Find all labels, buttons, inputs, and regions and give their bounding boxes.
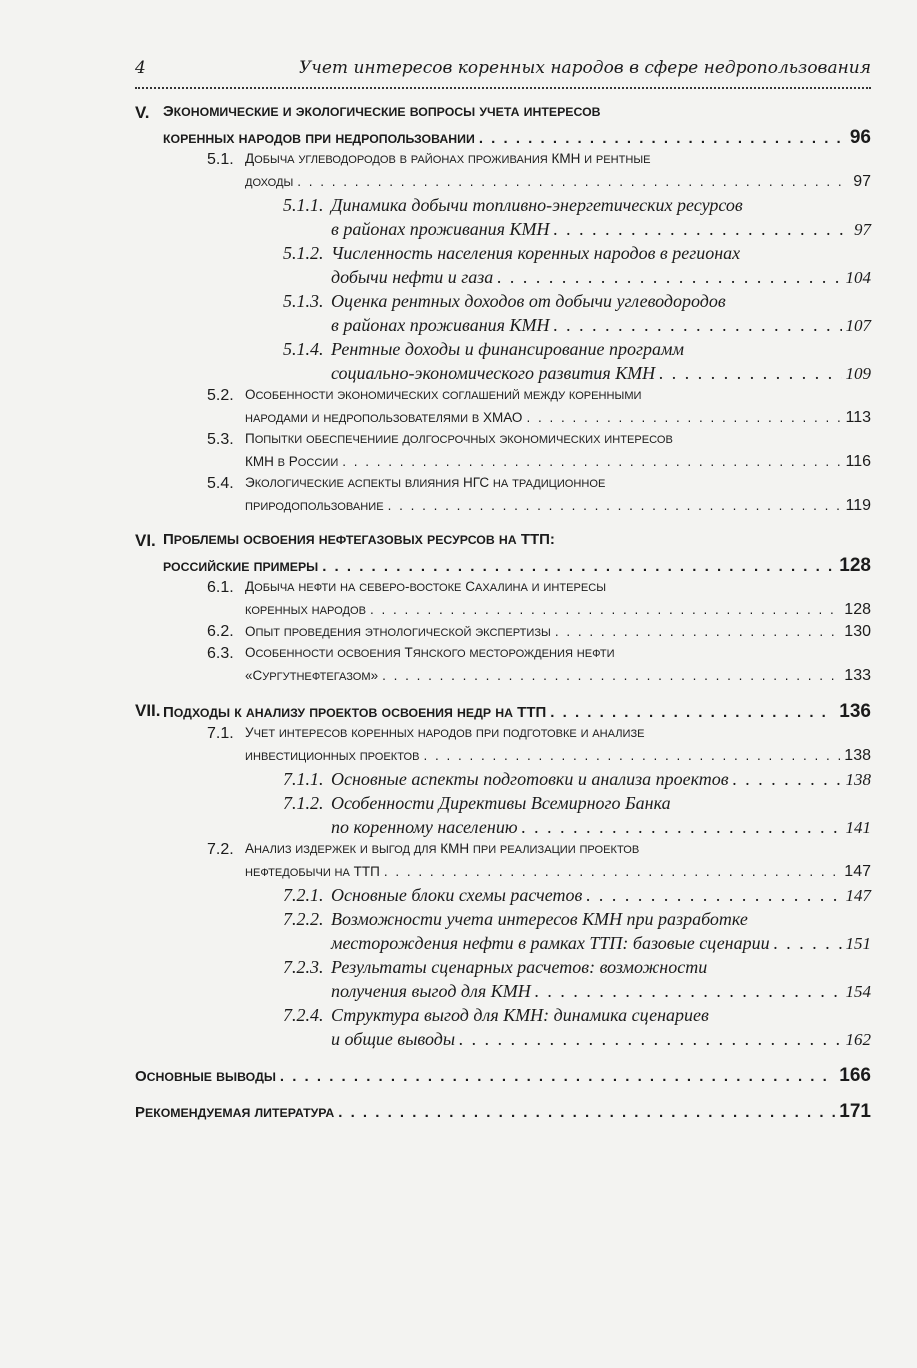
toc-entry-title: добычи нефти и газа [331,267,494,287]
toc-page-number: 128 [844,601,871,618]
toc-entry-line [245,453,871,475]
toc-entry-line [331,267,871,291]
toc-page-number: 138 [845,770,871,789]
toc-entry-line [331,933,871,957]
toc-entry-title: Основные аспекты подготовки и анализа проектов [331,769,729,789]
dot-leader [555,624,840,639]
toc-entry-number: 5.3. [207,431,234,448]
dot-leader [297,174,849,189]
toc-entry-title: ИНВЕСТИЦИОННЫХ ПРОЕКТОВ [245,751,420,763]
dot-leader [659,363,841,384]
toc-entry-line [331,363,871,387]
toc-entry-line [245,841,871,863]
toc-entry-title: в районах проживания КМН [331,219,550,239]
toc-entry-body [331,291,871,339]
toc-entry-title: Динамика добычи топливно-энергетических ресурсов [331,195,743,215]
table-of-contents [135,103,871,1125]
toc-entry-number: 7.1. [207,725,234,742]
toc-entry-number: 5.4. [207,475,234,492]
dot-leader [586,885,841,906]
toc-page-number: 109 [845,364,871,383]
toc-entry-chapter[interactable] [135,1101,871,1125]
dot-leader [280,1068,835,1085]
dot-leader [370,602,840,617]
page-number: 4 [135,58,146,78]
toc-entry-body [245,579,871,623]
toc-page-number: 162 [845,1030,871,1049]
toc-entry-body [331,957,871,1005]
toc-entry-body [245,151,871,195]
toc-entry-number: 5.1.1. [283,195,324,215]
toc-entry-line [245,497,871,519]
toc-entry-line [331,219,871,243]
toc-entry-body [245,623,871,645]
toc-page-number: 107 [845,316,871,335]
dot-leader [526,410,841,425]
dot-leader [497,267,841,288]
toc-entry-line [245,409,871,431]
toc-entry-sub[interactable] [135,793,871,841]
toc-entry-line [245,667,871,689]
toc-entry-title: и общие выводы [331,1029,456,1049]
toc-entry-line [331,1029,871,1053]
toc-entry-section[interactable] [135,645,871,689]
toc-page-number: 119 [845,497,871,514]
toc-entry-body [163,531,871,579]
toc-entry-number: 5.1. [207,151,234,168]
toc-entry-body [245,475,871,519]
toc-page-number: 116 [845,453,871,470]
toc-entry-line [245,645,871,667]
toc-entry-title: Особенности Директивы Всемирного Банка [331,793,671,813]
dot-leader [384,864,840,879]
toc-entry-title: НЕФТЕДОБЫЧИ НА ТТП [245,864,380,879]
toc-entry-number: 5.1.2. [283,243,324,263]
running-header [135,58,871,84]
toc-entry-line [245,747,871,769]
toc-entry-title: по коренному населению [331,817,518,837]
toc-page-number: 154 [845,982,871,1001]
toc-entry-chapter[interactable] [135,1065,871,1089]
toc-entry-title: ПРОБЛЕМЫ ОСВОЕНИЯ НЕФТЕГАЗОВЫХ РЕСУРСОВ НА ТТП: [163,531,555,548]
toc-entry-title: ОСОБЕННОСТИ ОСВОЕНИЯ ТЯНСКОГО МЕСТОРОЖДЕНИЯ НЕФТИ [245,645,615,660]
toc-entry-sub[interactable] [135,1005,871,1053]
toc-entry-line [245,601,871,623]
toc-entry-title: Оценка рентных доходов от добычи углеводородов [331,291,726,311]
toc-entry-line [331,291,871,315]
header-divider [135,87,871,89]
toc-entry-line [331,1005,871,1029]
toc-entry-line [331,885,871,909]
toc-entry-title: РЕКОМЕНДУЕМАЯ ЛИТЕРАТУРА [135,1104,335,1121]
toc-entry-body [331,243,871,291]
toc-page-number: 136 [839,701,871,722]
toc-page-number: 97 [854,220,871,239]
toc-entry-title: ПРИРОДОПОЛЬЗОВАНИЕ [245,501,384,513]
toc-page-number: 97 [853,173,871,190]
toc-entry-number: VII. [135,701,161,720]
toc-entry-sub[interactable] [135,885,871,909]
toc-entry-title: КОРЕННЫХ НАРОДОВ [245,605,366,617]
toc-entry-line [331,817,871,841]
dot-leader [342,454,841,469]
toc-entry-line [245,151,871,173]
toc-entry-body [135,1065,871,1089]
toc-entry-number: 7.1.1. [283,769,324,789]
toc-entry-section[interactable] [135,725,871,769]
toc-entry-title: «СУРГУТНЕФТЕГАЗОМ» [245,668,379,683]
toc-entry-number: 7.2.1. [283,885,324,905]
toc-entry-number: V. [135,103,150,122]
toc-entry-section[interactable] [135,387,871,431]
toc-entry-line [245,863,871,885]
toc-entry-section[interactable] [135,841,871,885]
toc-entry-title: ДОХОДЫ [245,177,294,189]
toc-page-number: 171 [839,1101,871,1122]
toc-entry-number: VI. [135,531,156,550]
toc-entry-title: месторождения нефти в рамках ТТП: базовые сценарии [331,933,770,953]
toc-entry-title: КМН В РОССИИ [245,454,339,469]
toc-page-number: 166 [839,1065,871,1086]
toc-entry-sub[interactable] [135,769,871,793]
toc-entry-body [163,103,871,151]
toc-entry-body [245,431,871,475]
toc-entry-title: получения выгод для КМН [331,981,531,1001]
toc-entry-body [163,701,871,725]
toc-entry-number: 6.3. [207,645,234,662]
toc-entry-number: 5.2. [207,387,234,404]
toc-entry-number: 6.2. [207,623,234,640]
toc-entry-body [331,885,871,909]
toc-entry-number: 7.1.2. [283,793,324,813]
toc-entry-sub[interactable] [135,909,871,957]
toc-entry-title: АНАЛИЗ ИЗДЕРЖЕК И ВЫГОД ДЛЯ КМН ПРИ РЕАЛИЗАЦИИ ПРОЕКТОВ [245,841,640,856]
toc-entry-line [331,981,871,1005]
toc-entry-body [135,1101,871,1125]
toc-entry-line [331,769,871,793]
toc-entry-body [331,339,871,387]
toc-entry-title: ОСНОВНЫЕ ВЫВОДЫ [135,1068,276,1085]
toc-page-number: 113 [845,409,871,426]
toc-page-number: 138 [844,747,871,764]
toc-entry-body [331,909,871,957]
toc-entry-line [245,387,871,409]
toc-entry-chapter[interactable] [135,103,871,151]
dot-leader [322,558,835,575]
dot-leader [459,1029,841,1050]
toc-entry-line [135,1101,871,1125]
toc-entry-body [245,387,871,431]
toc-page-number: 104 [845,268,871,287]
toc-entry-line [331,243,871,267]
toc-page-number: 141 [845,818,871,837]
toc-entry-title: Основные блоки схемы расчетов [331,885,583,905]
toc-entry-line [331,195,871,219]
dot-leader [382,668,840,683]
toc-entry-section[interactable] [135,431,871,475]
toc-spacer [135,1089,871,1101]
toc-entry-line [245,725,871,747]
toc-entry-number: 5.1.3. [283,291,324,311]
toc-entry-line [331,793,871,817]
toc-entry-title: ДОБЫЧА УГЛЕВОДОРОДОВ В РАЙОНАХ ПРОЖИВАНИЯ КМН И РЕНТНЫЕ [245,151,651,166]
toc-entry-line [135,1065,871,1089]
toc-spacer [135,519,871,531]
toc-entry-title: ОСОБЕННОСТИ ЭКОНОМИЧЕСКИХ СОГЛАШЕНИЙ МЕЖДУ КОРЕННЫМИ [245,387,642,402]
toc-entry-title: КОРЕННЫХ НАРОДОВ ПРИ НЕДРОПОЛЬЗОВАНИИ [163,132,475,146]
toc-entry-line [163,127,871,151]
toc-entry-number: 6.1. [207,579,234,596]
running-title: Учет интересов коренных народов в сфере недропользования [299,58,871,78]
dot-leader [338,1104,835,1121]
toc-entry-chapter[interactable] [135,701,871,725]
toc-entry-line [163,531,871,555]
toc-entry-title: ОПЫТ ПРОВЕДЕНИЯ ЭТНОЛОГИЧЕСКОЙ ЭКСПЕРТИЗЫ [245,624,551,639]
toc-entry-number: 7.2.4. [283,1005,324,1025]
toc-entry-number: 7.2.2. [283,909,324,929]
toc-entry-title: ЭКОНОМИЧЕСКИЕ И ЭКОЛОГИЧЕСКИЕ ВОПРОСЫ УЧЕТА ИНТЕРЕСОВ [163,103,601,120]
toc-entry-line [245,431,871,453]
toc-entry-section[interactable] [135,475,871,519]
toc-entry-title: ПОДХОДЫ К АНАЛИЗУ ПРОЕКТОВ ОСВОЕНИЯ НЕДР НА ТТП [163,704,547,721]
dot-leader [550,704,835,721]
toc-entry-line [245,579,871,601]
toc-entry-section[interactable] [135,151,871,195]
toc-entry-line [163,701,871,725]
dot-leader [553,315,841,336]
toc-entry-body [245,725,871,769]
toc-entry-number: 7.2.3. [283,957,324,977]
toc-entry-line [331,909,871,933]
toc-entry-body [331,195,871,243]
toc-entry-number: 5.1.4. [283,339,324,359]
toc-entry-section[interactable] [135,579,871,623]
toc-entry-title: РОССИЙСКИЕ ПРИМЕРЫ [163,560,319,574]
toc-entry-title: УЧЕТ ИНТЕРЕСОВ КОРЕННЫХ НАРОДОВ ПРИ ПОДГОТОВКЕ И АНАЛИЗЕ [245,725,645,740]
dot-leader [733,769,842,790]
toc-page-number: 147 [844,863,871,880]
toc-entry-title: Возможности учета интересов КМН при разработке [331,909,748,929]
dot-leader [423,748,840,763]
toc-entry-sub[interactable] [135,195,871,243]
toc-entry-title: в районах проживания КМН [331,315,550,335]
toc-entry-line [245,173,871,195]
toc-entry-sub[interactable] [135,243,871,291]
toc-spacer [135,1053,871,1065]
toc-entry-body [331,793,871,841]
toc-entry-title: ДОБЫЧА НЕФТИ НА СЕВЕРО-ВОСТОКЕ САХАЛИНА И ИНТЕРЕСЫ [245,579,607,594]
toc-page-number: 130 [844,623,871,640]
toc-entry-line [163,103,871,127]
toc-entry-chapter[interactable] [135,531,871,579]
toc-entry-title: Рентные доходы и финансирование программ [331,339,684,359]
toc-entry-title: НАРОДАМИ И НЕДРОПОЛЬЗОВАТЕЛЯМИ В ХМАО [245,410,523,425]
toc-entry-title: социально-экономического развития КМН [331,363,656,383]
toc-entry-sub[interactable] [135,957,871,1005]
toc-entry-sub[interactable] [135,291,871,339]
dot-leader [479,130,846,147]
dot-leader [388,498,842,513]
toc-entry-title: ЭКОЛОГИЧЕСКИЕ АСПЕКТЫ ВЛИЯНИЯ НГС НА ТРАДИЦИОННОЕ [245,475,606,490]
dot-leader [553,219,850,240]
toc-entry-body [245,645,871,689]
toc-page-number: 151 [845,934,871,953]
toc-entry-section[interactable] [135,623,871,645]
toc-page-number: 133 [844,667,871,684]
toc-entry-title: Результаты сценарных расчетов: возможности [331,957,708,977]
toc-entry-sub[interactable] [135,339,871,387]
dot-leader [774,933,842,954]
toc-entry-number: 7.2. [207,841,234,858]
toc-entry-title: Численность населения коренных народов в регионах [331,243,741,263]
toc-entry-line [245,623,871,645]
toc-entry-title: ПОПЫТКИ ОБЕСПЕЧЕНИИЕ ДОЛГОСРОЧНЫХ ЭКОНОМИЧЕСКИХ ИНТЕРЕСОВ [245,431,673,446]
toc-entry-line [331,339,871,363]
toc-page-number: 128 [839,555,871,576]
toc-spacer [135,689,871,701]
dot-leader [535,981,842,1002]
toc-entry-line [331,315,871,339]
toc-page-number: 96 [849,127,871,148]
toc-entry-line [245,475,871,497]
toc-entry-body [331,769,871,793]
toc-page [135,58,871,1125]
toc-page-number: 147 [845,886,871,905]
toc-entry-body [331,1005,871,1053]
dot-leader [522,817,842,838]
toc-entry-title: Структура выгод для КМН: динамика сценариев [331,1005,709,1025]
toc-entry-line [331,957,871,981]
toc-entry-body [245,841,871,885]
toc-entry-line [163,555,871,579]
